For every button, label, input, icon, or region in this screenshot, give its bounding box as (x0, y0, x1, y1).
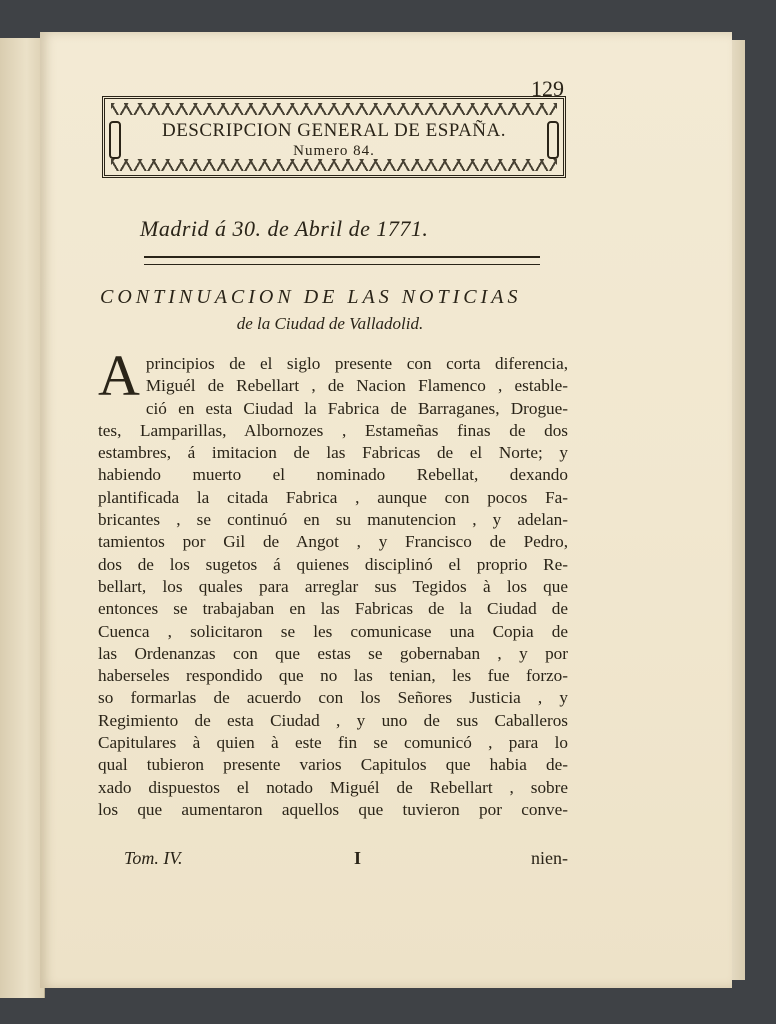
text-line: ció en esta Ciudad la Fabrica de Barraganes, Drogue- (145, 398, 568, 418)
text-line: bellart, los quales para arreglar sus Tegidos à los que (98, 576, 568, 596)
text-line: Miguél de Rebellart , de Nacion Flamenco , estable- (145, 376, 568, 396)
drop-cap: A (98, 343, 140, 408)
header-ornament-box (102, 96, 566, 178)
text-line: habiendo muerto el nominado Rebellat, dexando (98, 465, 568, 485)
text-line: tes, Lamparillas, Albornozes , Estameñas finas de dos (98, 420, 568, 440)
text-line: xado dispuestos el notado Miguél de Rebellart , sobre (98, 777, 568, 797)
page-number: 129 (531, 76, 564, 101)
divider-rule (144, 256, 540, 265)
text-line: Regimiento de esta Ciudad , y uno de sus Caballeros (98, 710, 568, 730)
text-line: haberseles respondido que no las tenian, les fue forzo- (98, 666, 568, 686)
publication-title: DESCRIPCION GENERAL DE ESPAÑA. (161, 120, 506, 141)
facing-page-edge (0, 38, 45, 998)
dateline: Madrid á 30. de Abril de 1771. (140, 216, 429, 241)
text-line: dos de los sugetos á quienes disciplinó el proprio Re- (98, 554, 568, 574)
volume-label: Tom. IV. (124, 848, 183, 868)
ornament-border-icon (111, 103, 557, 115)
text-line: estambres, á imitacion de las Fabricas de el Norte; y (98, 443, 568, 463)
text-line: so formarlas de acuerdo con los Señores Justicia , y (98, 688, 568, 708)
text-line: Cuenca , solicitaron se les comunicase una Copia de (98, 621, 568, 641)
section-subtitle: de la Ciudad de Valladolid. (236, 314, 424, 333)
catchword: nien- (531, 848, 568, 868)
text-line: bricantes , se continuó en su manutencion , y adelan- (98, 510, 568, 530)
text-line: Capitulares à quien à este fin se comunicó , para lo (98, 733, 568, 753)
signature-mark: I (354, 848, 362, 868)
text-line: plantificada la citada Fabrica , aunque con pocos Fa- (98, 487, 568, 507)
section-title: CONTINUACION DE LAS NOTICIAS (100, 286, 522, 308)
ornament-border-icon (111, 159, 557, 171)
text-line: las Ordenanzas con que estas se gobernaban , y por (98, 643, 568, 663)
ornament-side-icon (547, 121, 559, 159)
text-line: entonces se trabajaban en las Fabricas de la Ciudad de (98, 599, 568, 619)
text-line: tamientos por Gil de Angot , y Francisco de Pedro, (98, 532, 568, 552)
text-line: los que aumentaron aquellos que tuvieron por conve- (98, 799, 568, 819)
text-line: qual tubieron presente varios Capitulos que habia de- (98, 755, 568, 775)
text-line: principios de el siglo presente con corta diferencia, (145, 354, 568, 373)
body-text (98, 342, 568, 821)
ornament-side-icon (109, 121, 121, 159)
issue-number: Numero 84. (293, 143, 375, 159)
book-page (40, 32, 732, 988)
